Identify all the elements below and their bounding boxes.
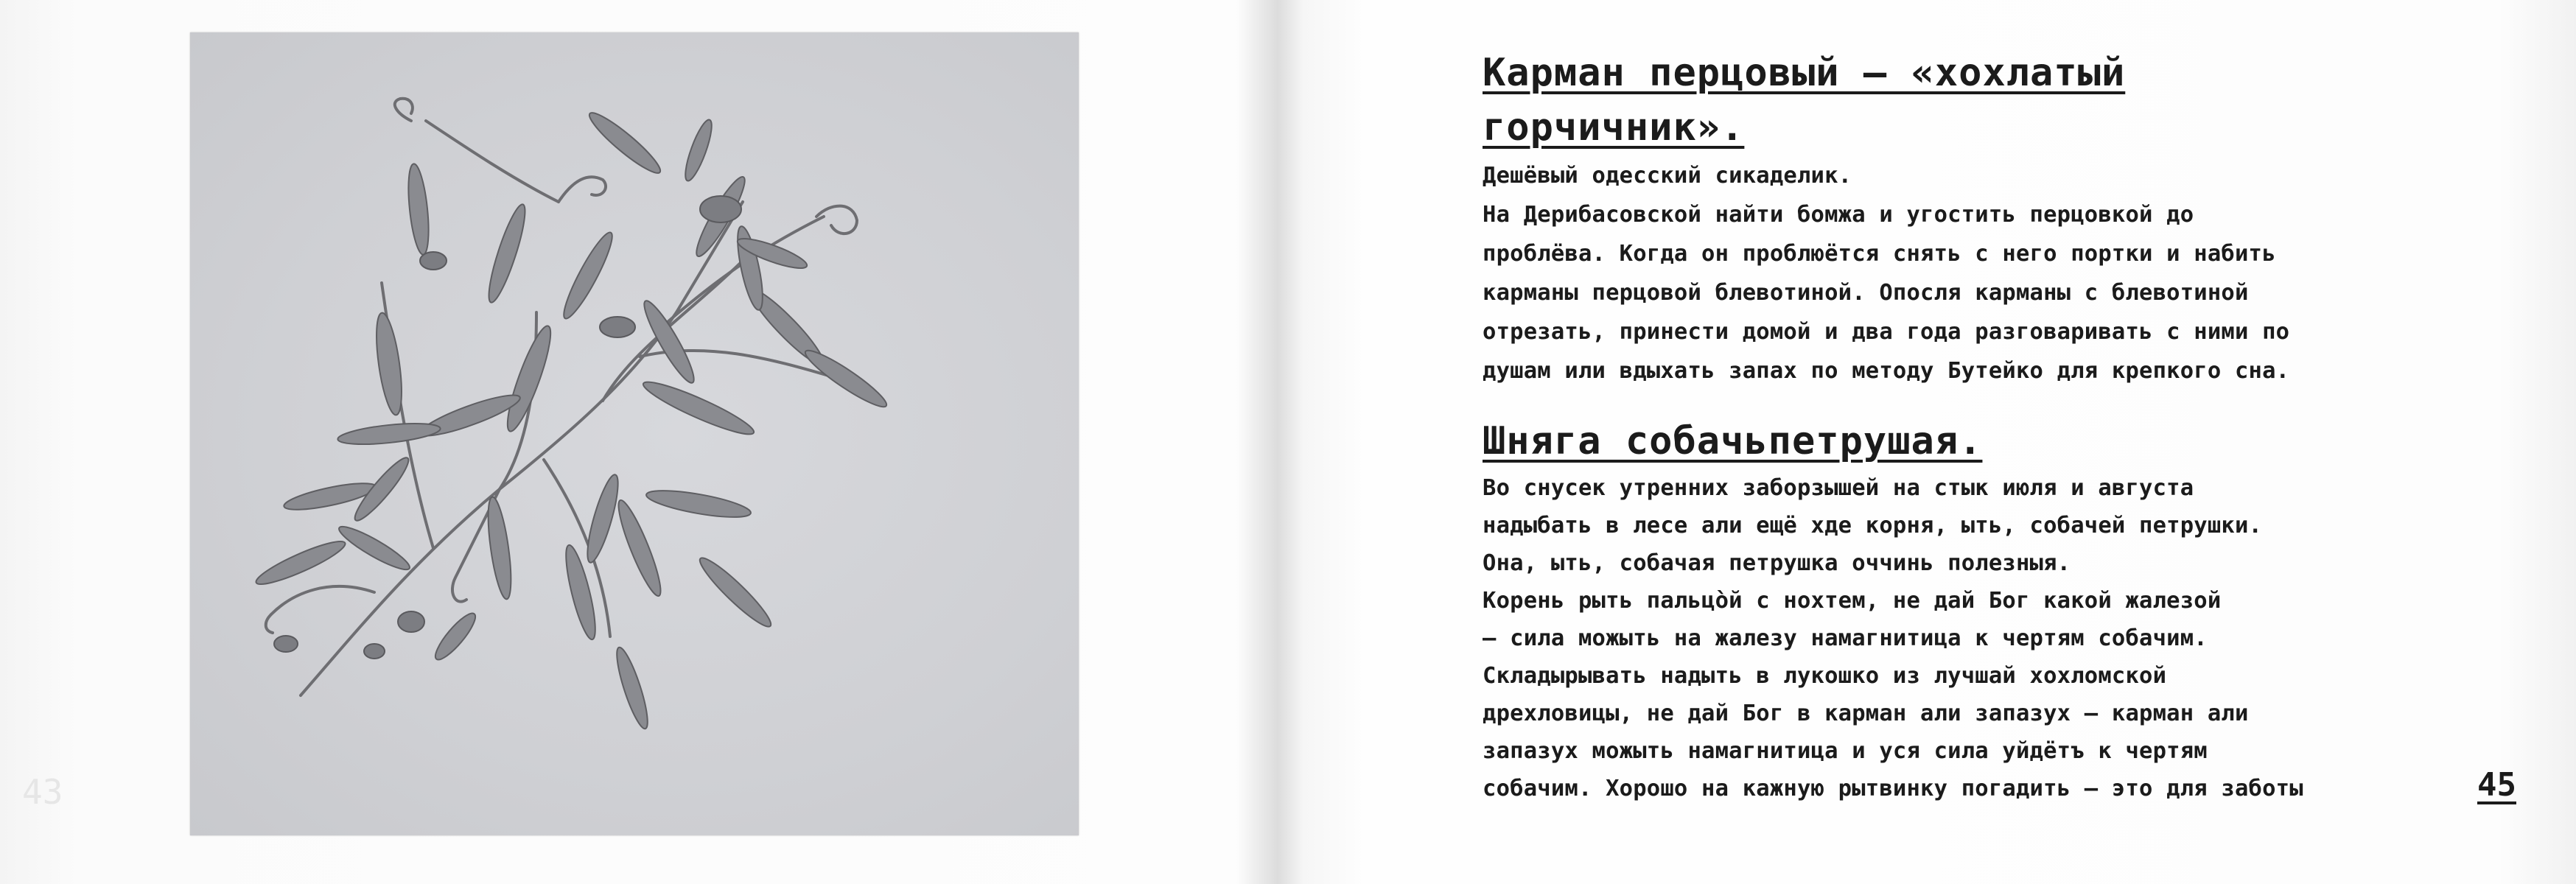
left-page xyxy=(0,0,1282,884)
article-title-line: Шняга собачьпетрушая. xyxy=(1483,419,1983,463)
article-title-line: горчичник». xyxy=(1483,105,1745,150)
article-body-line: надыбать в лесе али ещё хде корня, ыть, собачей петрушки. xyxy=(1483,513,2263,539)
page-number: 45 xyxy=(2477,766,2516,804)
article-dog-parsley xyxy=(1483,414,2463,807)
article-body-line: запазух можыть намагнитица и уся сила уйдётъ к чертям xyxy=(1483,738,2208,764)
article-body-line: карманы перцовой блевотиной. Опосля карманы с блевотиной xyxy=(1483,280,2249,306)
article-body-line: Во снусек утренних заборзышей на стык июля и августа xyxy=(1483,475,2194,501)
article-body-line: Дешёвый одесский сикаделик. xyxy=(1483,163,1852,189)
article-body-line: дрехловицы, не дай Бог в карман али запазух – карман али xyxy=(1483,701,2249,726)
right-page xyxy=(1282,0,2576,884)
article-body-line: Складырывать надыть в лукошко из лучшай хохломской xyxy=(1483,663,2167,689)
article-body-line: Она, ыть, собачая петрушка оччинь полезныя. xyxy=(1483,550,2071,576)
article-body-line: Корень рыть пальцо̀й с нохтем, не дай Бог какой жалезой xyxy=(1483,588,2222,614)
article-title xyxy=(1483,46,2463,155)
article-body-line: проблёва. Когда он проблюётся снять с него портки и набить xyxy=(1483,241,2276,267)
article-body-line: собачим. Хорошо на кажную рытвинку погадить – это для заботы xyxy=(1483,776,2303,801)
article-body-line: На Дерибасовской найти бомжа и угостить перцовкой до xyxy=(1483,202,2194,228)
article-pepper-pocket xyxy=(1483,46,2463,389)
pressed-plant-image xyxy=(190,32,1079,835)
article-title-line: Карман перцовый – «хохлатый xyxy=(1483,51,2126,95)
ghost-page-number: 43 xyxy=(22,772,63,812)
herbarium-plate xyxy=(190,32,1079,835)
article-body-line: душам или вдыхать запах по методу Бутейко для крепкого сна. xyxy=(1483,358,2290,384)
article-body-line: – сила можыть на жалезу намагнитица к чертям собачим. xyxy=(1483,625,2208,651)
article-body-line: отрезать, принести домой и два года разговаривать с ними по xyxy=(1483,319,2290,345)
article-title xyxy=(1483,414,2463,469)
